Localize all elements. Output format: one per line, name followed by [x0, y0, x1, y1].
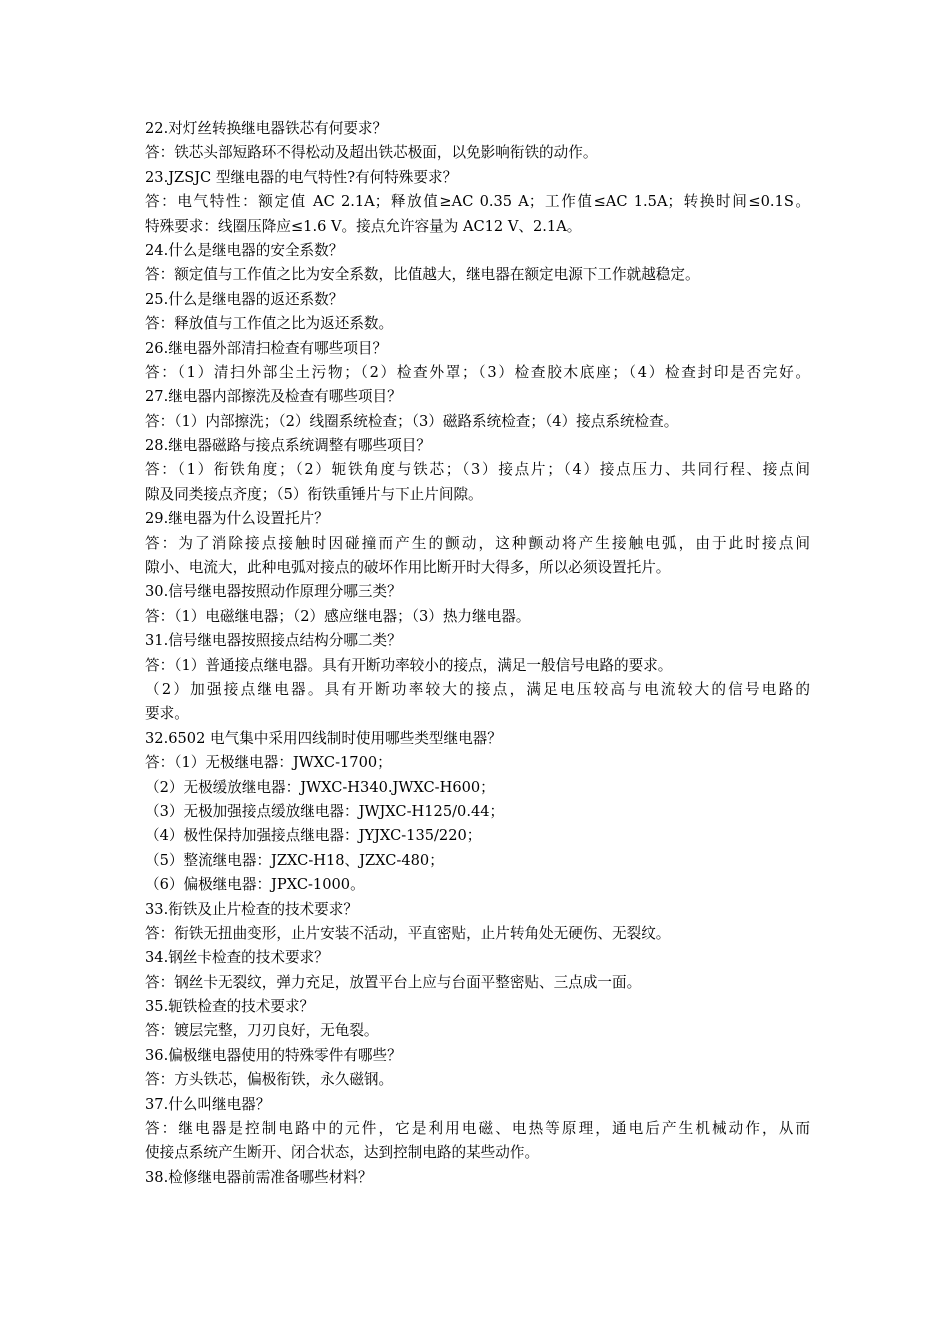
- question-line: 35.轭铁检查的技术要求？: [145, 998, 315, 1016]
- question-line: 25.什么是继电器的返还系数？: [145, 290, 344, 308]
- document-body: [145, 117, 810, 1190]
- question-line: 22.对灯丝转换继电器铁芯有何要求？: [145, 120, 388, 137]
- answer-line: 答：镀层完整，刀刃良好，无龟裂。: [145, 1022, 379, 1040]
- answer-line: 使接点系统产生断开、闭合状态，达到控制电路的某些动作。: [145, 1144, 540, 1162]
- answer-line: 答：释放值与工作值之比为返还系数。: [145, 315, 394, 333]
- answer-line: 答：（1）电磁继电器；（2）感应继电器；（3）热力继电器。: [145, 607, 531, 625]
- question-line: 38.检修继电器前需准备哪些材料？: [145, 1168, 373, 1186]
- question-line: 29.继电器为什么设置托片？: [145, 510, 329, 528]
- answer-line: 答：方头铁芯，偏极衔铁，永久磁钢。: [145, 1071, 394, 1089]
- answer-line: （6）偏极继电器：JPXC-1000。: [145, 876, 365, 894]
- answer-line: 答：电气特性：额定值 AC 2.1A；释放值≥AC 0.35 A；工作值≤AC 1.5A；转换时间≤0.1S。: [145, 193, 810, 211]
- answer-line: 隙及同类接点齐度；（5）衔铁重锤片与下止片间隙。: [145, 485, 483, 503]
- answer-line: 要求。: [145, 705, 189, 723]
- question-line: 32.6502 电气集中采用四线制时使用哪些类型继电器？: [145, 729, 502, 747]
- answer-line: （4）极性保持加强接点继电器：JYJXC-135/220；: [145, 827, 482, 845]
- question-line: 28.继电器磁路与接点系统调整有哪些项目？: [145, 437, 431, 455]
- answer-line: 答：额定值与工作值之比为安全系数，比值越大，继电器在额定电源下工作就越稳定。: [145, 266, 700, 284]
- answer-line: 答：（1）内部擦洗；（2）线圈系统检查；（3）磁路系统检查；（4）接点系统检查。: [145, 412, 679, 430]
- answer-line: 答：衔铁无扭曲变形，止片安装不活动，平直密贴，止片转角处无硬伤、无裂纹。: [145, 924, 671, 942]
- answer-line: 隙小、电流大，此种电弧对接点的破坏作用比断开时大得多，所以必须设置托片。: [145, 559, 671, 577]
- answer-line: （3）无极加强接点缓放继电器：JWJXC-H125/0.44；: [145, 802, 505, 820]
- answer-line: 答：继电器是控制电路中的元件，它是利用电磁、电热等原理，通电后产生机械动作，从而: [145, 1120, 810, 1138]
- answer-line: （5）整流继电器：JZXC-H18、JZXC-480；: [145, 851, 444, 869]
- question-line: 26.继电器外部清扫检查有哪些项目？: [145, 339, 388, 357]
- question-line: 23.JZSJC 型继电器的电气特性?有何特殊要求？: [145, 168, 458, 186]
- question-line: 37.什么叫继电器？: [145, 1095, 271, 1113]
- answer-line: 答：（1）清扫外部尘土污物；（2）检查外罩；（3）检查胶木底座；（4）检查封印是否完好。: [145, 363, 810, 381]
- question-line: 27.继电器内部擦洗及检查有哪些项目？: [145, 388, 402, 406]
- answer-line: （2）加强接点继电器。具有开断功率较大的接点，满足电压较高与电流较大的信号电路的: [145, 680, 810, 698]
- question-line: 36.偏极继电器使用的特殊零件有哪些？: [145, 1046, 402, 1064]
- answer-line: 答：（1）普通接点继电器。具有开断功率较小的接点，满足一般信号电路的要求。: [145, 656, 673, 674]
- answer-line: 答：铁芯头部短路环不得松动及超出铁芯极面，以免影响衔铁的动作。: [145, 144, 598, 162]
- answer-line: 答：钢丝卡无裂纹，弹力充足，放置平台上应与台面平整密贴、三点成一面。: [145, 973, 642, 991]
- answer-line: 答：为了消除接点接触时因碰撞而产生的颤动，这种颤动将产生接触电弧，由于此时接点间: [145, 534, 810, 552]
- question-line: 33.衔铁及止片检查的技术要求？: [145, 900, 358, 918]
- answer-line: 答：（1）无极继电器：JWXC-1700；: [145, 754, 392, 772]
- question-line: 31.信号继电器按照接点结构分哪二类？: [145, 632, 402, 650]
- answer-line: 答：（1）衔铁角度；（2）轭铁角度与铁芯；（3）接点片；（4）接点压力、共同行程、接点间: [145, 461, 810, 479]
- answer-line: （2）无极缓放继电器：JWXC-H340.JWXC-H600；: [145, 778, 495, 796]
- question-line: 24.什么是继电器的安全系数？: [145, 241, 344, 259]
- answer-line: 特殊要求：线圈压降应≤1.6 V。接点允许容量为 AC12 V、2.1A。: [145, 217, 582, 235]
- question-line: 30.信号继电器按照动作原理分哪三类？: [145, 583, 402, 601]
- question-line: 34.钢丝卡检查的技术要求？: [145, 949, 329, 967]
